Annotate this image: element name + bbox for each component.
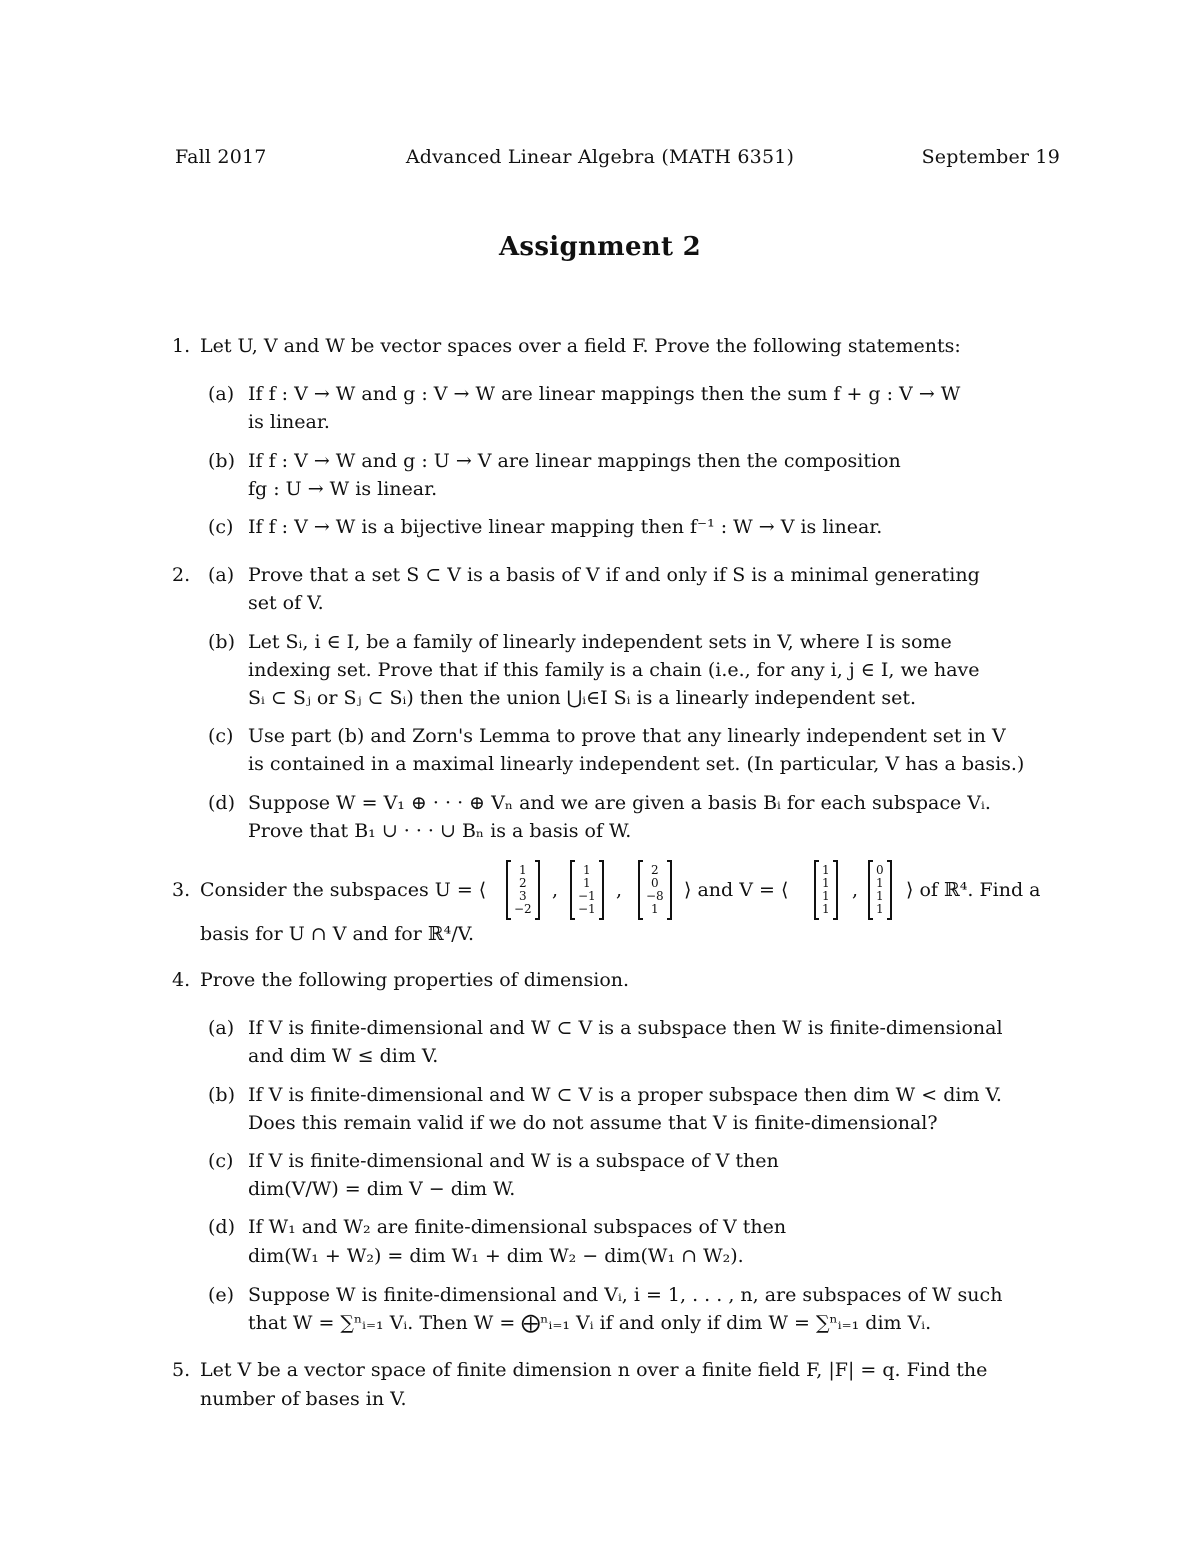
comma: , (852, 879, 859, 901)
part-label: (a) (208, 1017, 235, 1039)
matrix-u1: 1 2 3 −2 (506, 862, 540, 918)
matrix-u2: 1 1 −1 −1 (570, 862, 604, 918)
part-text: dim(W₁ + W₂) = dim W₁ + dim W₂ − dim(W₁ ∩ W₂). (248, 1245, 744, 1267)
assignment-title: Assignment 2 (498, 232, 702, 262)
part-label: (d) (208, 792, 235, 814)
part-text: Use part (b) and Zorn's Lemma to prove that any linearly independent set in V (248, 725, 1006, 747)
part-text: Suppose W = V₁ ⊕ · · · ⊕ Vₙ and we are given a basis Bᵢ for each subspace Vᵢ. (248, 792, 991, 814)
part-text: Does this remain valid if we do not assume that V is finite-dimensional? (248, 1112, 938, 1134)
part-label: (b) (208, 631, 235, 653)
problem-text: ⟩ of ℝ⁴. Find a (906, 879, 1041, 901)
problem-number: 5. (172, 1359, 191, 1381)
part-text: If f : V → W and g : U → V are linear mappings then the composition (248, 450, 901, 472)
header-term: Fall 2017 (175, 146, 267, 168)
part-label: (a) (208, 383, 235, 405)
part-text: If f : V → W and g : V → W are linear mappings then the sum f + g : V → W (248, 383, 961, 405)
part-label: (c) (208, 516, 234, 538)
part-text: is linear. (248, 411, 330, 433)
problem-number: 3. (172, 879, 191, 901)
problem-intro: Prove the following properties of dimension. (200, 969, 630, 991)
part-label: (c) (208, 725, 234, 747)
part-text: Sᵢ ⊂ Sⱼ or Sⱼ ⊂ Sᵢ) then the union ⋃ᵢ∈I Sᵢ is a linearly independent set. (248, 687, 916, 709)
header-course: Advanced Linear Algebra (MATH 6351) (405, 146, 795, 168)
matrix-v1: 1 1 1 1 (814, 862, 838, 918)
part-text: is contained in a maximal linearly independent set. (In particular, V has a basis.) (248, 753, 1025, 775)
problem-number: 4. (172, 969, 191, 991)
part-label: (d) (208, 1216, 235, 1238)
problem-text: Let V be a vector space of finite dimension n over a finite field F, |F| = q. Find the (200, 1359, 988, 1381)
part-text: Let Sᵢ, i ∈ I, be a family of linearly independent sets in V, where I is some (248, 631, 952, 653)
matrix-u3: 2 0 −8 1 (638, 862, 672, 918)
part-text: that W = ∑ⁿᵢ₌₁ Vᵢ. Then W = ⨁ⁿᵢ₌₁ Vᵢ if and only if dim W = ∑ⁿᵢ₌₁ dim Vᵢ. (248, 1312, 932, 1334)
part-text: fg : U → W is linear. (248, 478, 438, 500)
part-text: set of V. (248, 592, 324, 614)
part-label: (c) (208, 1150, 234, 1172)
part-label: (b) (208, 450, 235, 472)
part-label: (a) (208, 564, 235, 586)
comma: , (616, 879, 623, 901)
problem-intro: Let U, V and W be vector spaces over a field F. Prove the following statements: (200, 335, 961, 357)
part-text: dim(V/W) = dim V − dim W. (248, 1178, 516, 1200)
problem-text: number of bases in V. (200, 1388, 407, 1410)
part-text: Suppose W is finite-dimensional and Vᵢ, i = 1, . . . , n, are subspaces of W such (248, 1284, 1003, 1306)
part-label: (b) (208, 1084, 235, 1106)
header-date: September 19 (921, 146, 1060, 168)
problem-text: Consider the subspaces U = ⟨ (200, 879, 487, 901)
part-text: Prove that B₁ ∪ · · · ∪ Bₙ is a basis of W. (248, 820, 632, 842)
part-text: If V is finite-dimensional and W ⊂ V is a subspace then W is finite-dimensional (248, 1017, 1003, 1039)
comma: , (552, 879, 559, 901)
part-label: (e) (208, 1284, 235, 1306)
problem-text: basis for U ∩ V and for ℝ⁴/V. (200, 923, 475, 945)
problem-text: ⟩ and V = ⟨ (684, 879, 789, 901)
part-text: If f : V → W is a bijective linear mapping then f⁻¹ : W → V is linear. (248, 516, 883, 538)
part-text: Prove that a set S ⊂ V is a basis of V if and only if S is a minimal generating (248, 564, 980, 586)
matrix-v2: 0 1 1 1 (868, 862, 892, 918)
part-text: If W₁ and W₂ are finite-dimensional subspaces of V then (248, 1216, 787, 1238)
part-text: If V is finite-dimensional and W is a subspace of V then (248, 1150, 779, 1172)
part-text: and dim W ≤ dim V. (248, 1045, 439, 1067)
part-text: indexing set. Prove that if this family is a chain (i.e., for any i, j ∈ I, we have (248, 659, 980, 681)
part-text: If V is finite-dimensional and W ⊂ V is a proper subspace then dim W < dim V. (248, 1084, 1002, 1106)
problem-number: 2. (172, 564, 191, 586)
problem-number: 1. (172, 335, 191, 357)
